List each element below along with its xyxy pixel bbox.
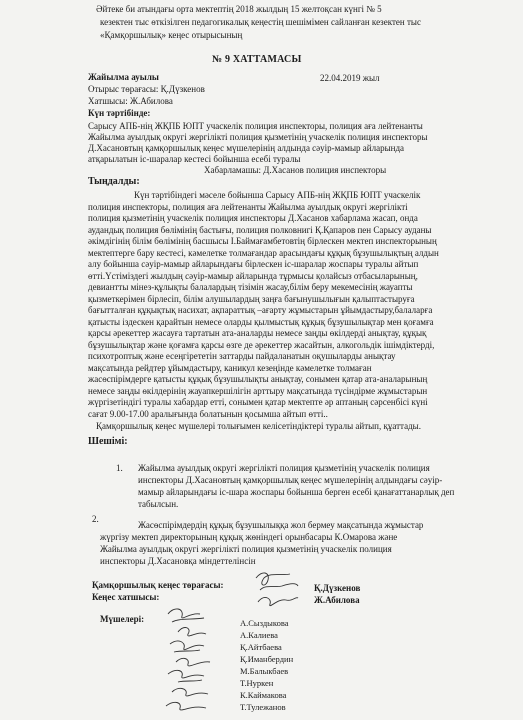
decision-line: Жайылма ауылдық округі жергілікті полиция қызметінің учаскелік полиция xyxy=(100,544,392,554)
decision-line: Жайылма ауылдық округі жергілікті полиция қызметінің учаскелік полиция xyxy=(138,463,430,473)
listened-line: бағытталған құқықтық насихат, ақпараттық –ағарту жұмыстарын ұйымдастыру,балаларға xyxy=(88,305,433,315)
secretary-line: Хатшысы: Ж.Абилова xyxy=(88,96,173,106)
listened-line: немесе заңды өкілдерінің жауапкершілігін арттыру мақсатында түсіндірме жұмыстарын xyxy=(88,385,428,396)
member-name: А.Калиева xyxy=(240,630,278,640)
listened-line: қызметкерімен бірлесіп, білім алушылардың заңға бағынушылығын қалыптастыруға xyxy=(88,293,415,304)
listened-line: полиция инспекторы, полиция аға лейтенанты Жайылма ауылдық округі жергілікті xyxy=(88,201,408,212)
decision-line: Жасөспірімдердің құқық бұзушылыққа жол бермеу мақсатында жұмыстар xyxy=(138,520,424,530)
decision-number: 1. xyxy=(116,463,123,473)
header-line-3: «Қамқоршылық» кеңес отырысының xyxy=(100,30,243,40)
listened-line: девиантты мінез-құлықты балалардың тізімін жасау,білім беру мекемесінің жауапты xyxy=(88,282,413,292)
decision-line: жүргізу мектеп директорының құқық жөніндегі орынбасары К.Омарова және xyxy=(100,532,398,542)
secretary-name: Ж.Абилова xyxy=(314,595,360,605)
decision-line: табылсын. xyxy=(138,499,179,509)
members-signatures xyxy=(160,604,240,716)
listened-line: сағат 9.00-17.00 аралығында болатынын қосымша айтып өтті.. xyxy=(88,408,328,419)
listened-line: Күн тәртібіндегі мәселе бойынша Сарысу АПБ-нің ЖҚПБ ЮПТ учаскелік xyxy=(134,190,421,200)
agenda-line: Жайылма ауылдық округі жергілікті полиция қызметінің учаскелік полиция инспекторы xyxy=(88,132,428,142)
member-name: Қ.Иманбердин xyxy=(240,654,294,664)
listened-line: полиция қызметінің учаскелік полиция инспекторы Д.Хасанов хабарлама жасап, онда xyxy=(88,213,418,223)
chair-signature xyxy=(252,568,302,612)
member-name: Қ.Айтбаева xyxy=(240,642,282,652)
listened-line: психотроптық және есеңгірететін заттарды пайдаланатын оқушыларды анықтау xyxy=(88,351,396,361)
listened-line: бұзушылықтар және қоғамға қарсы өзге де әрекеттер жасайтын, алкогольдік ішімдіктерді, xyxy=(88,339,435,350)
chair-signature-label: Қамқоршылық кеңес төрағасы: xyxy=(92,580,224,590)
listened-heading: Тыңдалды: xyxy=(88,176,140,187)
listened-line: жасөспірімдерге қатысты құқық бұзушылықты анықтау, сонымен қатар ата-аналарының xyxy=(88,374,428,384)
listened-line: әкімдігінің білім бөлімінің басшысы І.Баймағамбетовтің бірлескен мектеп инспекторының xyxy=(88,236,437,246)
header-line-1: Әйтеке би атындағы орта мектептің 2018 жылдың 15 желтоқсан күнгі № 5 xyxy=(96,4,382,14)
agenda-speaker: Хабарламашы: Д.Хасанов полиция инспекторы xyxy=(204,165,387,175)
listened-line: мектептерге бару кестесі, кәмелетке толмағандар арасындағы құқық бұзушылықтың алдын xyxy=(88,247,439,258)
agenda-line: Д.Хасановтың қамқоршылық кеңес мүшелерінің алдында сәуір-мамыр айларында xyxy=(88,143,405,153)
agenda-heading: Күн тәртібінде: xyxy=(88,108,151,118)
listened-line: аудандық полиция бөлімінің бастығы, полиция полковнигі Қ.Қапаров пен Сарысу ауданы xyxy=(88,224,432,235)
decided-heading: Шешімі: xyxy=(88,436,128,447)
member-name: Т.Тулежанов xyxy=(240,702,286,712)
listened-line: жүргізетіндігі туралы хабардар етті, сонымен қатар мектепте әр аптаның сәрсенбісі күні xyxy=(88,397,428,407)
members-label: Мүшелері: xyxy=(100,614,145,624)
listened-line: мақсатында рейдтер ұйымдастыру, каникул кезеңінде кәмелетке толмаған xyxy=(88,362,372,373)
decision-line: инспекторы Д.Хасановқа міндеттелінсін xyxy=(100,556,256,566)
member-name: Т.Нуркен xyxy=(240,678,274,688)
date: 22.04.2019 жыл xyxy=(320,73,380,83)
decision-line: мамыр айларындағы іс-шара жоспары бойынша берген есебі қанағаттанарлық деп xyxy=(138,487,455,497)
chair-line: Отырыс төрағасы: Қ.Дүзкенов xyxy=(88,84,205,94)
chair-name: Қ.Дүзкенов xyxy=(314,583,361,593)
decision-number: 2. xyxy=(92,514,99,524)
member-name: М.Балыкбаев xyxy=(240,666,289,676)
listened-line: алу бойынша сәуір-мамыр айларындағы бірлескен іс-шаралар жоспары туралы айтып xyxy=(88,259,419,269)
secretary-signature-label: Кеңес хатшысы: xyxy=(92,592,160,602)
document-title: № 9 ХАТТАМАСЫ xyxy=(212,54,302,65)
agenda-line: атқарылатын іс-шаралар кестесі бойынша есебі туралы xyxy=(88,154,301,164)
member-name: А.Сыздыкова xyxy=(240,618,289,628)
header-line-2: кезектен тыс өткізілген педагогикалық кеңестің шешімімен сайланған кезектен тыс xyxy=(100,17,421,27)
listened-line: Қамқоршылық кеңес мүшелері толығымен келісетіндіктері туралы айтып, құаттады. xyxy=(96,421,421,431)
listened-line: қарсы әрекеттер жасауға тартатын ата-аналарды немесе заңды өкілдерді анықтау, құқық xyxy=(88,328,427,338)
place: Жайылма ауылы xyxy=(88,72,159,82)
agenda-line: Сарысу АПБ-нің ЖҚПБ ЮПТ учаскелік полиция инспекторы, полиция аға лейтенанты xyxy=(88,121,423,131)
member-name: К.Каймакова xyxy=(240,690,287,700)
listened-line: қатысты іздескен қарайтын немесе оларды қылмыстық құқық бұзушылықтар мен қоғамға xyxy=(88,316,434,327)
listened-line: өтті.Үстіміздегі жылдың сәуір-мамыр айларында тұрмысы қолайсыз отбасыларының, xyxy=(88,270,418,281)
decision-line: инспекторы Д.Хасановтың қамқоршылық кеңес мүшелерінің алдындағы сәуір- xyxy=(138,475,443,485)
